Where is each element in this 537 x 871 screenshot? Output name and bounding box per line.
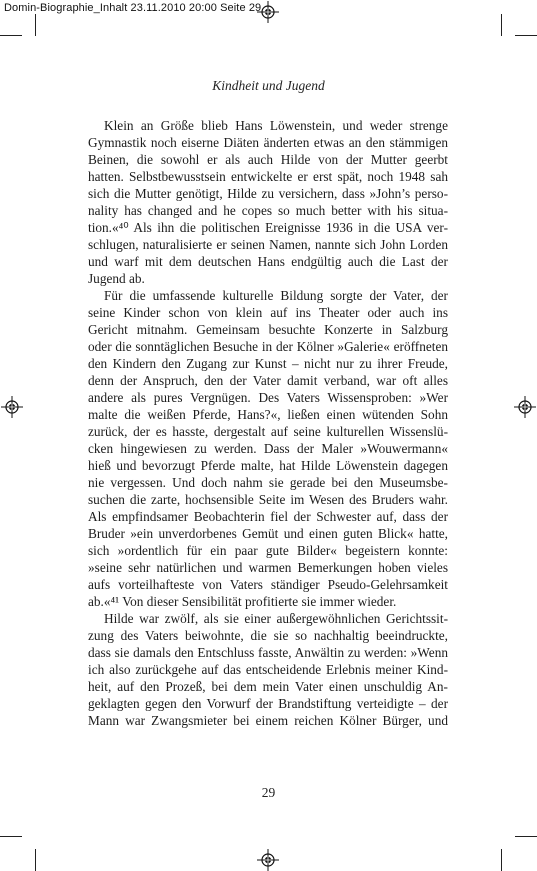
page-number: 29 — [261, 785, 276, 800]
text-line: Bruder »ein unverdorbenes Gemüt und einen guten Blick« hatte, — [88, 526, 448, 541]
text-line: zung des Vaters beiwohnte, die sie so nachhaltig beeindruckte, — [88, 628, 448, 643]
registration-mark-bottom-icon — [257, 849, 279, 871]
text-line: und warf mit dem deutschen Hans endgültig auch die Last der — [88, 254, 448, 269]
crop-mark-top-left-v — [35, 14, 36, 36]
registration-mark-right-icon — [514, 396, 536, 418]
text-line: Für die umfassende kulturelle Bildung sorgte der Vater, der — [104, 288, 448, 303]
paragraph-2 — [88, 287, 448, 610]
text-line: sich »ordentlich für ein paar gute Bilder« begeistern konnte: — [88, 543, 448, 558]
text-line: seine Kinder schon von klein auf ins Theater oder auch ins — [88, 305, 448, 320]
text-line: tion.«⁴⁰ Als ihn die politischen Ereignisse 1936 in die USA ver- — [88, 220, 448, 235]
text-line: nality has changed and he copes so much better with his situa- — [88, 203, 448, 218]
text-line: Gericht mitnahm. Gemeinsam besuchte Konzerte in Salzburg — [88, 322, 448, 337]
text-line: aufs vorteilhafteste von Vaters ständiger Pseudo-Gelehrsamkeit — [88, 577, 448, 592]
text-line: dass sie damals den Entschluss fasste, Anwältin zu werden: »Wenn — [88, 645, 448, 660]
text-line: Jugend ab. — [88, 271, 145, 286]
text-line: suchen die zarte, hochsensible Seite im Wesen des Bruders wahr. — [88, 492, 448, 507]
text-line: heit, auf den Prozeß, bei dem mein Vater einen unschuldig An- — [88, 679, 448, 694]
text-line: cken hingewiesen zu werden. Dass der Maler »Wouwermann« — [88, 441, 448, 456]
text-line: ich also zurückgehe auf das entscheidende Erlebnis meiner Kind- — [88, 662, 448, 677]
registration-mark-left-icon — [1, 396, 23, 418]
crop-mark-top-left-h — [0, 35, 22, 36]
crop-mark-top-right-v — [501, 14, 502, 36]
text-line: Hilde war zwölf, als sie einer außergewöhnlichen Gerichtssit- — [104, 611, 448, 626]
crop-mark-bottom-right-h — [515, 836, 537, 837]
text-line: Mann war Zwangsmieter bei einem reichen Kölner Bürger, und — [88, 713, 448, 728]
text-line: denn der Anspruch, den der Vater damit verband, war oft alles — [88, 373, 448, 388]
text-line: hatten. Selbstbewusstsein entwickelte er erst spät, noch 1948 sah — [88, 169, 448, 184]
paragraph-3 — [88, 610, 448, 729]
text-line: geklagten gegen den Vorwurf der Brandstiftung verteidigte – der — [88, 696, 448, 711]
paragraph-1 — [88, 117, 448, 287]
text-line: »seine sehr natürlichen und warmen Bemerkungen hoben vieles — [88, 560, 448, 575]
text-line: malte die weißen Pferde, Hans?«, ließen einen wütenden Sohn — [88, 407, 448, 422]
crop-mark-bottom-left-h — [0, 836, 22, 837]
text-line: sich die Mutter genötigt, Hilde zu versichern, dass »John’s perso- — [88, 186, 448, 201]
text-line: schlugen, naturalisierte er seinen Namen, nannte sich John Lorden — [88, 237, 448, 252]
text-line: Klein an Größe blieb Hans Löwenstein, und weder strenge — [104, 118, 448, 133]
text-line: Gymnastik noch eiserne Diäten änderten etwas an den stämmigen — [88, 135, 448, 150]
crop-mark-bottom-right-v — [501, 849, 502, 871]
text-line: zurück, der es hasste, dergestalt auf seine kulturellen Wissenslü- — [88, 424, 448, 439]
registration-mark-top-icon — [257, 1, 279, 23]
crop-mark-top-right-h — [515, 35, 537, 36]
text-line: den Kindern den Zugang zur Kunst – nicht nur zu ihrer Freude, — [88, 356, 448, 371]
running-header: Kindheit und Jugend — [212, 78, 325, 93]
text-line: hieß und bevorzugt Pferde malte, hat Hilde Löwenstein dagegen — [88, 458, 448, 473]
text-line: andere als pures Vergnügen. Des Vaters Wissensproben: »Wer — [88, 390, 448, 405]
text-line: Beinen, die sowohl er als auch Hilde von der Mutter geerbt — [88, 152, 448, 167]
text-line: Als empfindsamer Beobachterin fiel der Schwester auf, dass der — [88, 509, 448, 524]
print-slug-line: Domin-Biographie_Inhalt 23.11.2010 20:00 Seite 29 — [4, 2, 262, 14]
text-line: oder die sonntäglichen Besuche in der Kölner »Galerie« eröffneten — [88, 339, 448, 354]
crop-mark-bottom-left-v — [35, 849, 36, 871]
text-line: nie vergessen. Und doch nahm sie gerade bei den Museumsbe- — [88, 475, 448, 490]
body-text — [88, 117, 448, 729]
text-line: ab.«⁴¹ Von dieser Sensibilität profitierte sie immer wieder. — [88, 594, 397, 609]
